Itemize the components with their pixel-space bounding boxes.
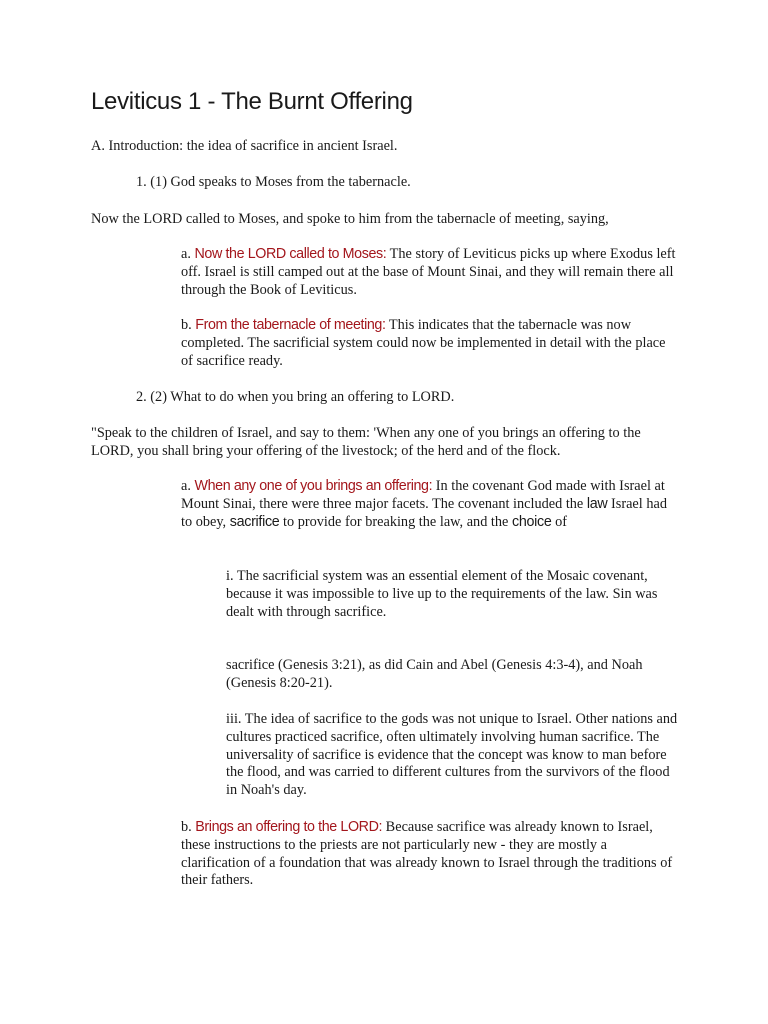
point-2a-label: When any one of you brings an offering: [194, 478, 433, 494]
term-law: law [586, 495, 608, 512]
point-2a-paragraph [181, 478, 681, 531]
point-1-verse: Now the LORD called to Moses, and spoke to him from the tabernacle of meeting, saying, [91, 211, 609, 227]
term-sacrifice: sacrifice [229, 513, 280, 530]
point-1b-paragraph [181, 317, 671, 370]
point-1a-prefix: a. [181, 246, 195, 262]
point-2-verse: "Speak to the children of Israel, and say to them: 'When any one of you brings an offering to the LORD, you shall bring your offering of the livestock; of the herd and of the flock. [91, 425, 641, 459]
point-2a-text-1: In the covenant God made with Israel at Mount Sinai, there were three major facets. The covenant included the [181, 478, 665, 512]
point-1b-prefix: b. [181, 317, 196, 333]
point-1-heading: 1. (1) God speaks to Moses from the tabernacle. [136, 174, 411, 190]
point-2b-paragraph [181, 819, 676, 890]
point-2a-text-4: of [551, 513, 567, 530]
point-1a-paragraph [181, 246, 681, 299]
document-title: Leviticus 1 - The Burnt Offering [91, 88, 413, 115]
point-2b-label: Brings an offering to the LORD: [195, 819, 383, 835]
point-2a-prefix: a. [181, 478, 195, 494]
point-2a-text-2: Israel had to obey, [181, 495, 667, 530]
point-2b-text: Because sacrifice was already known to Israel, these instructions to the priests are not particularly new - they are mostly a clarification of a foundation that was already known to Israel through the traditions of their fathers. [181, 819, 673, 889]
point-2-heading: 2. (2) What to do when you bring an offering to LORD. [136, 389, 455, 405]
point-1b-label: From the tabernacle of meeting: [195, 317, 386, 333]
point-2b-prefix: b. [181, 819, 196, 835]
intro-heading: A. Introduction: the idea of sacrifice in ancient Israel. [91, 138, 398, 154]
point-2-subpoint-i: i. The sacrificial system was an essential element of the Mosaic covenant, because it was impossible to live up to the requirements of the law. Sin was dealt with through sacrifice. [226, 568, 658, 620]
point-1a-text: The story of Leviticus picks up where Exodus left off. Israel is still camped out at the base of Mount Sinai, and they will remain there all through the Book of Leviticus. [181, 246, 676, 298]
point-1b-text: This indicates that the tabernacle was now completed. The sacrificial system could now be implemented in detail with the place of sacrifice ready. [181, 317, 666, 369]
point-2a-text-3: to provide for breaking the law, and the [279, 513, 512, 530]
point-2-subpoint-iii: iii. The idea of sacrifice to the gods was not unique to Israel. Other nations and cultures practiced sacrifice, often ultimately involving human sacrifice. The universality of sacrifice is evidence that the concept was know to man before the flood, and was carried to different cultures from the survivors of the flood in Noah's day. [226, 711, 678, 799]
point-1a-label: Now the LORD called to Moses: [194, 246, 387, 262]
point-2-subpoint-ii: sacrifice (Genesis 3:21), as did Cain and Abel (Genesis 4:3-4), and Noah (Genesis 8:20-21). [226, 657, 643, 691]
term-choice: choice [511, 513, 552, 530]
